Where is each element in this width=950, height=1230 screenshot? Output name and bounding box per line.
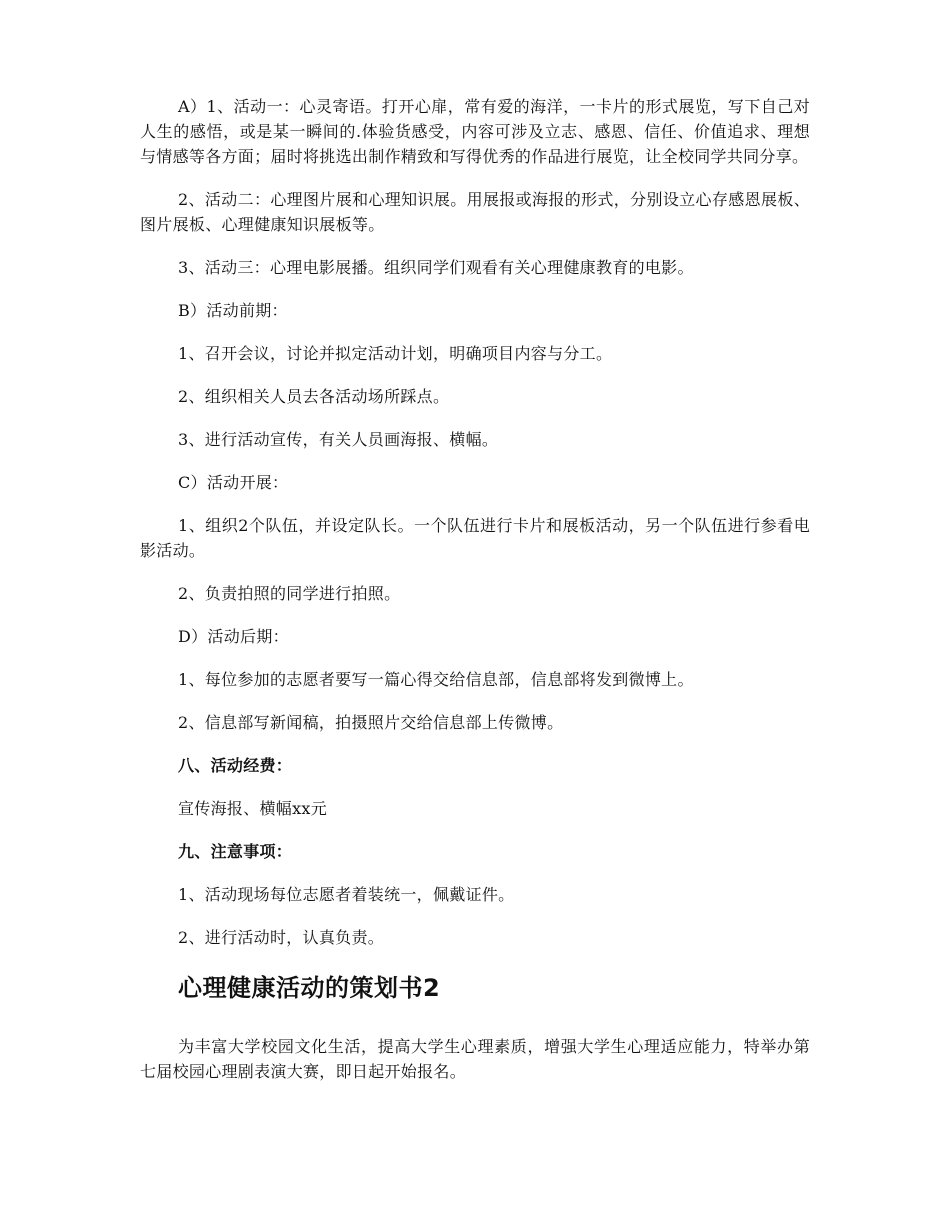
list-item: 1、组织2个队伍，并设定队长。一个队伍进行卡片和展板活动，另一个队伍进行参看电影活动。 <box>140 516 810 560</box>
list-item: 2、负责拍照的同学进行拍照。 <box>178 584 401 603</box>
phase-c-heading: C）活动开展： <box>178 473 289 492</box>
intro-paragraph: 为丰富大学校园文化生活，提高大学生心理素质，增强大学生心理适应能力，特举办第七届校园心理剧表演大赛，即日起开始报名。 <box>140 1037 810 1081</box>
activity-two-paragraph: 2、活动二：心理图片展和心理知识展。用展报或海报的形式，分别设立心存感恩展板、图片展板、心理健康知识展板等。 <box>140 190 810 234</box>
list-item: 3、进行活动宣传，有关人员画海报、横幅。 <box>178 430 499 449</box>
activity-one-paragraph: A）1、活动一：心灵寄语。打开心扉，常有爱的海洋，一卡片的形式展览，写下自己对人生的感悟，或是某一瞬间的.体验货感受，内容可涉及立志、感恩、信任、价值追求、理想与情感等各方面；届时将挑选出制作精致和写得优秀的作品进行展览，让全校同学共同分享。 <box>140 97 810 166</box>
list-item: 2、信息部写新闻稿，拍摄照片交给信息部上传微博。 <box>178 713 564 732</box>
list-item: 2、进行活动时，认真负责。 <box>178 928 385 947</box>
notes-heading: 九、注意事项： <box>178 842 293 861</box>
phase-d-heading: D）活动后期： <box>178 627 289 646</box>
budget-heading: 八、活动经费： <box>178 756 293 775</box>
list-item: 1、召开会议，讨论并拟定活动计划，明确项目内容与分工。 <box>178 344 613 363</box>
document-page <box>140 94 810 1102</box>
list-item: 1、活动现场每位志愿者着装统一，佩戴证件。 <box>178 885 515 904</box>
budget-item: 宣传海报、横幅xx元 <box>178 799 328 818</box>
section-heading: 心理健康活动的策划书2 <box>178 974 441 1002</box>
phase-b-heading: B）活动前期： <box>178 301 288 320</box>
activity-three-paragraph: 3、活动三：心理电影展播。组织同学们观看有关心理健康教育的电影。 <box>178 258 694 277</box>
list-item: 2、组织相关人员去各活动场所踩点。 <box>178 387 450 406</box>
list-item: 1、每位参加的志愿者要写一篇心得交给信息部，信息部将发到微博上。 <box>178 670 694 689</box>
